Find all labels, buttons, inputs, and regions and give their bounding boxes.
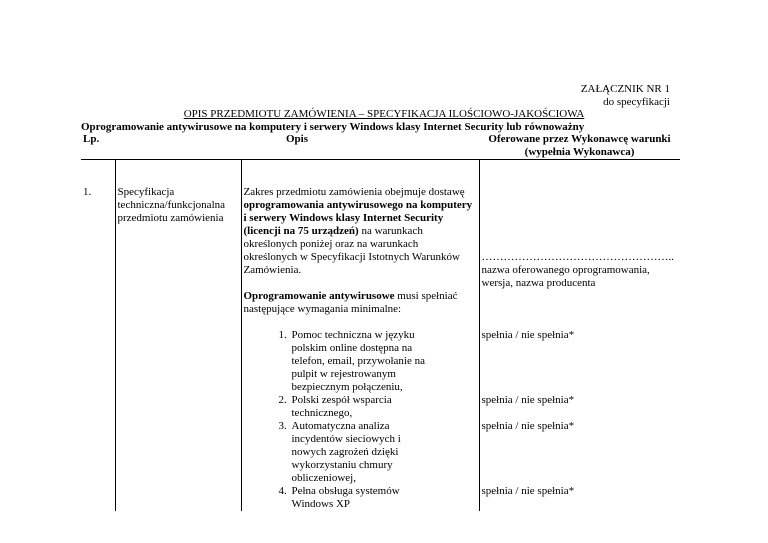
spec-label-line: techniczna/funkcjonalna xyxy=(117,199,226,211)
requirements-list xyxy=(244,329,477,511)
requirement-text: Polski zespół wsparcia technicznego, xyxy=(291,394,392,419)
requirement-status[interactable]: spełnia / nie spełnia* xyxy=(481,420,575,432)
requirement-status[interactable]: spełnia / nie spełnia* xyxy=(481,394,575,406)
list-item xyxy=(244,420,432,485)
desc-line: Zakres przedmiotu zamówienia obejmuje dostawę xyxy=(243,186,465,198)
document-subtitle: Oprogramowanie antywirusowe na komputery i serwery Windows klasy Internet Security lub równoważny xyxy=(81,121,585,133)
desc-product-name: Oprogramowanie antywirusowe xyxy=(243,290,395,302)
list-item xyxy=(244,329,432,394)
desc-licence-count: (licencji na 75 urządzeń) xyxy=(243,225,359,237)
desc-line: określonych poniżej oraz na warunkach xyxy=(243,238,419,250)
requirement-text: Pełna obsługa systemów Windows XP xyxy=(291,485,400,510)
specification-table xyxy=(81,133,680,511)
requirement-number: 1. xyxy=(278,329,287,341)
requirement-status[interactable]: spełnia / nie spełnia* xyxy=(481,329,575,341)
header-offer-title: Oferowane przez Wykonawcę warunki xyxy=(488,133,671,145)
row-description xyxy=(241,160,479,512)
list-item xyxy=(244,485,432,511)
requirement-number: 2. xyxy=(278,394,287,406)
desc-line xyxy=(244,290,477,303)
desc-line: następujące wymagania minimalne: xyxy=(243,303,402,315)
offer-fill-line[interactable]: …………………………………………….. xyxy=(481,251,675,263)
header-description: Opis xyxy=(115,133,479,160)
desc-line-rest: na warunkach xyxy=(358,225,423,237)
row-spec-label xyxy=(115,160,241,512)
desc-line-rest: musi spełniać xyxy=(394,290,458,302)
header-offer xyxy=(479,133,680,160)
requirement-status[interactable]: spełnia / nie spełnia* xyxy=(481,485,575,497)
offer-hint-line: nazwa oferowanego oprogramowania, xyxy=(481,264,650,276)
attachment-label xyxy=(581,83,670,109)
header-offer-subtitle: (wypełnia Wykonawca) xyxy=(524,146,635,158)
attachment-subtitle: do specyfikacji xyxy=(603,96,670,108)
offer-hint-line: wersja, nazwa producenta xyxy=(481,277,596,289)
desc-line: oprogramowania antywirusowego na komputery xyxy=(243,199,473,211)
spec-label-line: przedmiotu zamówienia xyxy=(117,212,224,224)
attachment-number: ZAŁĄCZNIK NR 1 xyxy=(580,83,670,95)
desc-line: Zamówienia. xyxy=(243,264,302,276)
table-header-row xyxy=(81,133,680,160)
header-lp: Lp. xyxy=(81,133,115,160)
requirement-number: 4. xyxy=(278,485,287,497)
document-title: OPIS PRZEDMIOTU ZAMÓWIENIA – SPECYFIKACJA ILOŚCIOWO-JAKOŚCIOWA xyxy=(183,108,585,120)
requirement-text: Pomoc techniczna w języku polskim online dostępna na telefon, email, przywołanie na pulpit w rejestrowanym bezpiecznym połączeniu, xyxy=(291,329,425,393)
requirement-text: Automatyczna analiza incydentów sieciowych i nowych zagrożeń dzięki wykorzystaniu chmury obliczeniowej, xyxy=(291,420,401,484)
desc-line: i serwery Windows klasy Internet Security xyxy=(243,212,444,224)
desc-line xyxy=(244,225,477,238)
desc-line: określonych w Specyfikacji Istotnych Warunków xyxy=(243,251,460,263)
list-item xyxy=(244,394,432,420)
table-row xyxy=(81,160,680,512)
requirement-number: 3. xyxy=(278,420,287,432)
spec-label-line: Specyfikacja xyxy=(117,186,175,198)
row-offer xyxy=(479,160,680,512)
row-lp: 1. xyxy=(83,186,92,198)
